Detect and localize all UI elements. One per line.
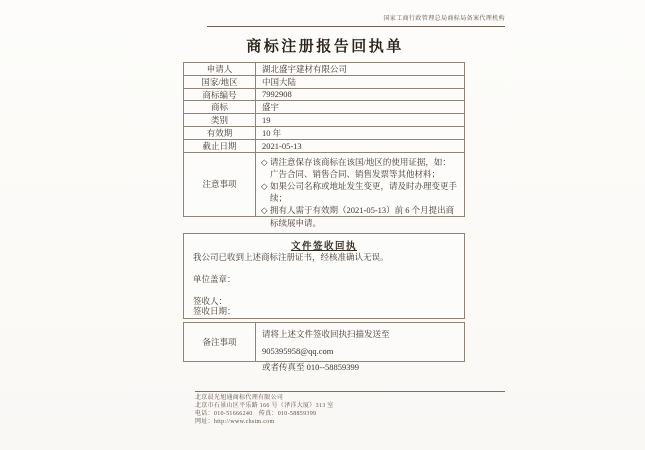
note-text: 如果公司名称或地址发生变更，请及时办理变更手续； [270,180,458,204]
diamond-bullet-icon: ◇ [261,205,268,216]
footer-website: 网址：http://www.chstm.com [195,419,275,425]
row-value: 中国大陆 [262,76,297,87]
row-label: 截止日期 [184,140,256,152]
company-seal-label: 单位盖章： [193,274,236,284]
table-row [184,76,464,89]
notes-row [184,153,464,228]
row-label: 有效期 [184,127,256,139]
agency-registration-note: 国家工商行政管理总局商标局备案代理机构 [207,16,505,27]
remarks-value [256,323,464,372]
footer-address: 北京市石景山区平乐路 166 号（泽洋大厦）313 室 [195,403,334,409]
sign-date-label: 签收日期： [193,306,236,316]
table-row [184,101,464,114]
footer-company: 北京晨光旭通商标代理有限公司 [195,395,284,401]
note-item [261,180,459,204]
table-row [184,114,464,127]
row-label: 申请人 [184,63,256,75]
table-row [184,140,464,153]
receipt-statement: 我公司已收到上述商标注册证书，经核准确认无误。 [193,252,389,262]
remarks-line-email: 请将上述文件签收回执扫描发送至 905395958@qq.com [262,329,390,356]
row-label: 商标编号 [184,89,256,101]
note-text: 拥有人需于有效期（2021-05-13）前 6 个月提出商标续展申请。 [270,205,455,228]
row-value: 10 年 [262,127,282,138]
document-receipt-box [183,233,465,319]
row-label: 类别 [184,114,256,126]
row-value: 盛宇 [262,102,280,113]
table-row [184,323,464,372]
footer-phone-fax: 电话：010-51666240 传真：010-58859399 [195,411,317,417]
receipt-title: 文件签收回执 [290,242,357,252]
row-value: 7992908 [262,89,292,100]
note-text: 请注意保存该商标在该国/地区的使用证据，如：广告合同、销售合同、销售发票等其他材料； [270,156,451,179]
row-label: 商标 [184,101,256,113]
table-row [184,63,464,76]
page-title: 商标注册报告回执单 [246,39,404,55]
note-item [261,204,459,228]
diamond-bullet-icon: ◇ [261,180,268,191]
row-label: 国家/地区 [184,76,256,88]
remarks-line-fax: 或者传真至 010--58859399 [262,362,360,372]
remarks-table [183,322,465,372]
note-item [261,156,459,180]
trademark-info-table [183,62,465,228]
row-value: 19 [262,115,271,126]
notes-cell [256,153,464,228]
table-row [184,127,464,140]
signer-label: 签收人： [193,296,228,306]
table-row [184,89,464,102]
agency-footer [195,391,505,426]
row-label: 备注事项 [184,323,256,361]
row-label: 注意事项 [184,153,256,216]
row-value: 2021-05-13 [262,140,302,151]
row-value: 湖北盛宇建材有限公司 [262,63,348,74]
diamond-bullet-icon: ◇ [261,156,268,167]
